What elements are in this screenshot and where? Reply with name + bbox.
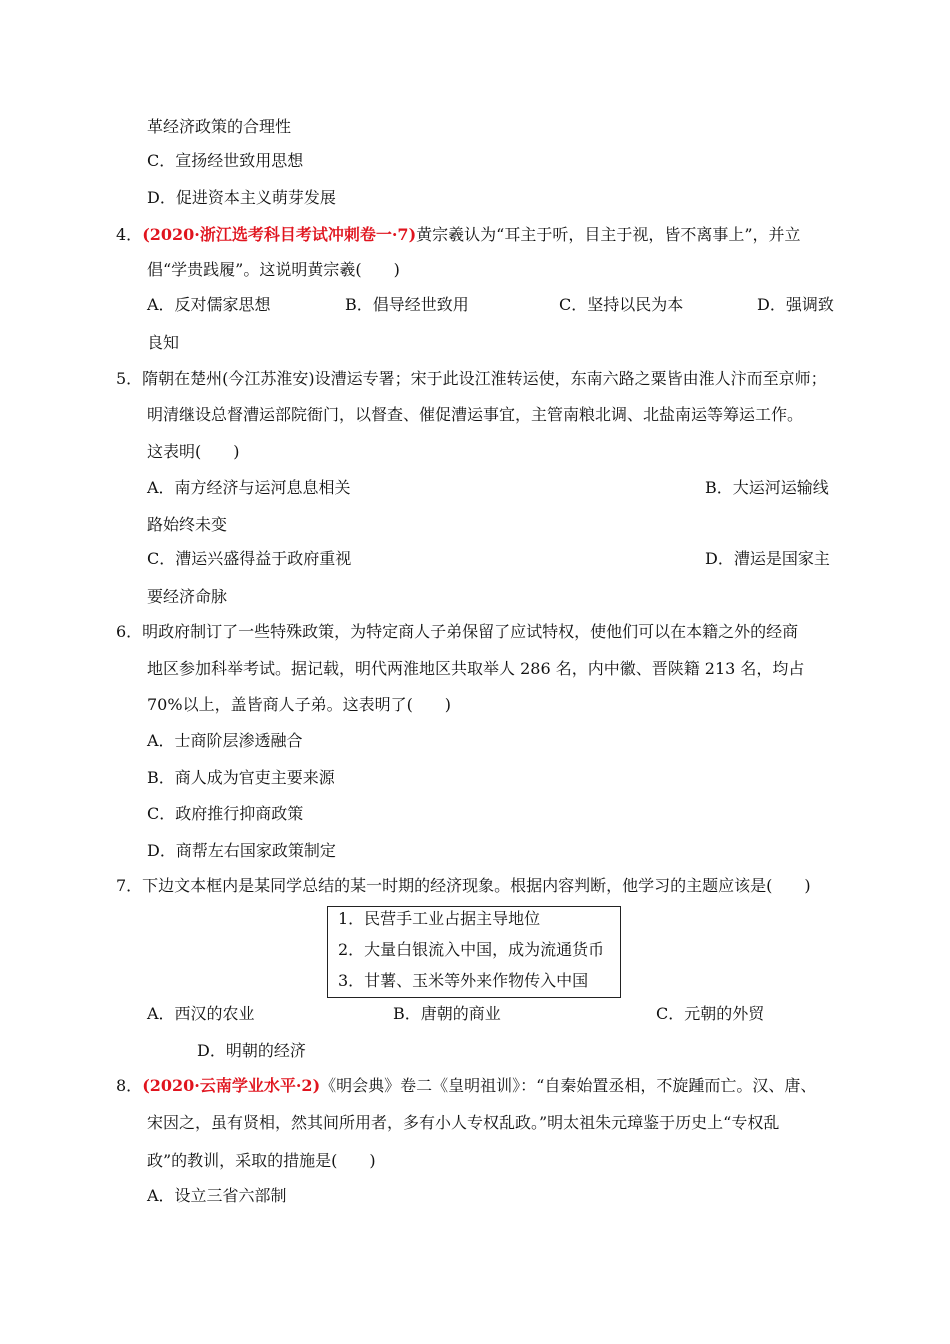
q5-option-b: B．大运河运输线 [705, 478, 829, 497]
q3-option-c: C．宣扬经世致用思想 [147, 151, 304, 170]
q8-option-a: A．设立三省六部制 [147, 1186, 287, 1205]
q5-option-b-continuation: 路始终未变 [147, 515, 228, 534]
q5-option-a: A．南方经济与运河息息相关 [147, 478, 351, 497]
q6-option-d: D．商帮左右国家政策制定 [147, 841, 336, 860]
q6-option-a: A．士商阶层渗透融合 [147, 731, 303, 750]
q5-stem-line3: 这表明( ) [147, 442, 240, 461]
q4-number: 4． [116, 225, 143, 244]
q6-option-c: C．政府推行抑商政策 [147, 804, 304, 823]
q4-option-d: D．强调致 [757, 295, 834, 314]
q7-option-c: C．元朝的外贸 [656, 1004, 765, 1023]
q5-option-c: C．漕运兴盛得益于政府重视 [147, 549, 352, 568]
q7-box-item-1: 1．民营手工业占据主导地位 [338, 909, 541, 928]
q8-stem-line2: 宋因之，虽有贤相，然其间所用者，多有小人专权乱政。”明太祖朱元璋鉴于历史上“专权乱 [147, 1113, 780, 1132]
q8-stem-line3: 政”的教训，采取的措施是( ) [147, 1151, 376, 1170]
q4-stem-line1 [116, 224, 801, 246]
q8-stem-line1 [116, 1075, 816, 1097]
q8-source: (2020·云南学业水平·2) [142, 1076, 321, 1095]
q4-option-a: A．反对儒家思想 [147, 295, 271, 314]
q5-stem-line2: 明清继设总督漕运部院衙门，以督查、催促漕运事宜，主管南粮北调、北盐南运等筹运工作。 [147, 405, 804, 424]
q7-option-d: D．明朝的经济 [197, 1041, 306, 1060]
q4-stem-text: 黄宗羲认为“耳主于听，目主于视，皆不离事上”，并立 [416, 225, 801, 244]
q5-stem-line1: 5．隋朝在楚州(今江苏淮安)设漕运专署；宋于此设江淮转运使，东南六路之粟皆由淮人汴而至京师； [116, 369, 827, 388]
q7-box-item-3: 3．甘薯、玉米等外来作物传入中国 [338, 971, 589, 990]
q4-option-c: C．坚持以民为本 [559, 295, 684, 314]
q8-stem-text: 《明会典》卷二《皇明祖训》：“自秦始置丞相，不旋踵而亡。汉、唐、 [320, 1076, 817, 1095]
q7-stem: 7．下边文本框内是某同学总结的某一时期的经济现象。根据内容判断，他学习的主题应该是( ) [116, 876, 811, 895]
q6-stem-line2: 地区参加科举考试。据记载，明代两淮地区共取举人 286 名，内中徽、晋陕籍 213 名，均占 [147, 659, 805, 678]
q8-number: 8． [116, 1076, 143, 1095]
q7-box-item-2: 2．大量白银流入中国，成为流通货币 [338, 940, 605, 959]
q4-source: (2020·浙江选考科目考试冲刺卷一·7) [142, 225, 417, 244]
q5-option-d: D．漕运是国家主 [705, 549, 830, 568]
q6-stem-line3: 70%以上，盖皆商人子弟。这表明了( ) [147, 695, 452, 714]
q3-option-d: D．促进资本主义萌芽发展 [147, 188, 336, 207]
q5-option-d-continuation: 要经济命脉 [147, 587, 228, 606]
q6-option-b: B．商人成为官吏主要来源 [147, 768, 335, 787]
q4-stem-line2: 倡“学贵践履”。这说明黄宗羲( ) [147, 260, 400, 279]
q4-option-b: B．倡导经世致用 [345, 295, 469, 314]
q4-option-d-continuation: 良知 [147, 333, 180, 352]
q7-option-b: B．唐朝的商业 [393, 1004, 501, 1023]
q6-stem-line1: 6．明政府制订了一些特殊政策，为特定商人子弟保留了应试特权，使他们可以在本籍之外的经商 [116, 622, 799, 641]
q7-option-a: A．西汉的农业 [147, 1004, 255, 1023]
q3-stem-continuation: 革经济政策的合理性 [147, 117, 292, 136]
